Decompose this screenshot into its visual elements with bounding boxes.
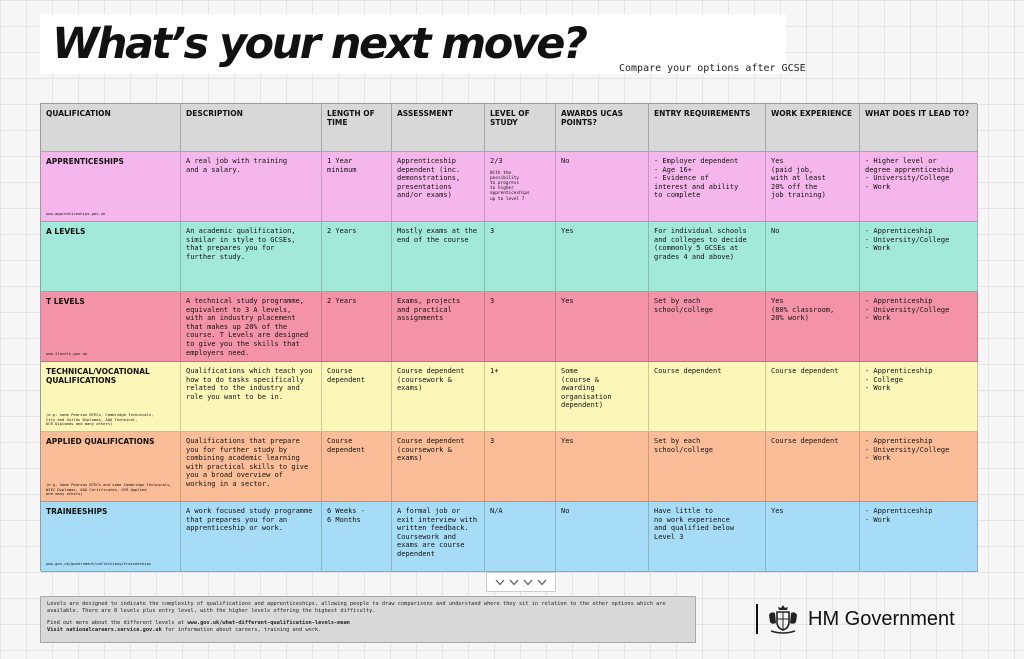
info-note [40, 596, 696, 643]
row-assessment [392, 222, 485, 292]
row-ucas [556, 502, 649, 572]
level-note: With the possibility to progress to higher apprenticeships up to level 7 [490, 170, 530, 202]
qualification-name: TECHNICAL/VOCATIONAL QUALIFICATIONS [46, 367, 150, 385]
header-assessment: ASSESSMENT [392, 104, 485, 152]
row-description [181, 292, 322, 362]
ucas-text: Yes [561, 227, 574, 235]
lead-text: - Apprenticeship - University/College - Work [865, 437, 950, 463]
row-work [766, 362, 860, 432]
row-qualification [41, 502, 181, 572]
logo-divider [756, 604, 758, 634]
row-length [322, 152, 392, 222]
row-ucas [556, 222, 649, 292]
assessment-text: Course dependent (coursework & exams) [397, 437, 465, 463]
row-level [485, 432, 556, 502]
row-length [322, 502, 392, 572]
title-banner [40, 14, 806, 74]
row-qualification [41, 362, 181, 432]
header-length: LENGTH OF TIME [322, 104, 392, 152]
row-description [181, 222, 322, 292]
info-suffix: for information about careers, training and work. [161, 626, 322, 633]
row-description [181, 502, 322, 572]
assessment-text: Exams, projects and practical assignments [397, 297, 461, 323]
work-text: Yes (paid job, with at least 20% off the job training) [771, 157, 826, 200]
lead-text: - Apprenticeship - College - Work [865, 367, 933, 393]
lead-text: - Apprenticeship - Work [865, 507, 933, 524]
ucas-text: Some (course & awarding organisation dependent) [561, 367, 612, 410]
level-text: 2/3 [490, 157, 503, 165]
assessment-text: Mostly exams at the end of the course [397, 227, 478, 244]
row-entry [649, 292, 766, 362]
description-text: A technical study programme, equivalent to 3 A levels, with an industry placement that makes up 20% of the course. T Levels are designed to give you the skills that employers need. [186, 297, 309, 357]
info-careers-line [47, 627, 689, 634]
header-qualification: QUALIFICATION [41, 104, 181, 152]
qualification-note: www.apprenticeships.gov.uk [46, 211, 106, 217]
chevron-down-icon[interactable] [495, 577, 505, 587]
work-text: No [771, 227, 780, 235]
row-qualification [41, 292, 181, 362]
row-description [181, 432, 322, 502]
description-text: Qualifications that prepare you for further study by combining academic learning with practical skills to give you a broad overview of working in a sector. [186, 437, 309, 488]
header-description: DESCRIPTION [181, 104, 322, 152]
lead-text: - Apprenticeship - University/College - Work [865, 297, 950, 323]
level-text: 3 [490, 297, 495, 305]
length-text: 2 Years [327, 297, 357, 305]
page-subtitle: Compare your options after GCSE [619, 63, 806, 74]
ucas-text: No [561, 507, 570, 515]
qualification-note: www.tlevels.gov.uk [46, 351, 88, 357]
level-text: 3 [490, 227, 495, 235]
row-entry [649, 362, 766, 432]
work-text: Course dependent [771, 437, 839, 445]
work-text: Yes [771, 507, 784, 515]
work-text: Yes (80% classroom, 20% work) [771, 297, 835, 323]
ucas-text: No [561, 157, 570, 165]
qualification-name: A LEVELS [46, 227, 86, 236]
row-lead [860, 292, 978, 362]
lead-text: - Apprenticeship - University/College - Work [865, 227, 950, 253]
levels-link[interactable]: www.gov.uk/what-different-qualification-levels-mean [187, 620, 350, 627]
page-title: What’s your next move? [52, 19, 586, 69]
qualification-name: TRAINEESHIPS [46, 507, 108, 516]
row-lead [860, 432, 978, 502]
row-entry [649, 152, 766, 222]
assessment-text: A formal job or exit interview with written feedback. Coursework and exams are course dependent [397, 507, 478, 558]
row-length [322, 292, 392, 362]
row-ucas [556, 292, 649, 362]
row-qualification [41, 152, 181, 222]
header-lead: WHAT DOES IT LEAD TO? [860, 104, 978, 152]
row-assessment [392, 292, 485, 362]
entry-text: Course dependent [654, 367, 722, 375]
chevron-down-icon[interactable] [523, 577, 533, 587]
entry-text: For individual schools and colleges to decide (commonly 5 GCSEs at grades 4 and above) [654, 227, 747, 261]
level-text: N/A [490, 507, 503, 515]
length-text: Course dependent [327, 437, 365, 454]
row-length [322, 362, 392, 432]
row-assessment [392, 502, 485, 572]
level-text: 1+ [490, 367, 499, 375]
hm-government-logo [756, 601, 955, 637]
row-description [181, 362, 322, 432]
header-entry: ENTRY REQUIREMENTS [649, 104, 766, 152]
length-text: 1 Year minimum [327, 157, 357, 174]
work-text: Course dependent [771, 367, 839, 375]
row-qualification [41, 432, 181, 502]
row-level [485, 222, 556, 292]
row-entry [649, 502, 766, 572]
hm-government-text: HM Government [808, 607, 955, 630]
header-work: WORK EXPERIENCE [766, 104, 860, 152]
careers-link[interactable]: Visit nationalcareers.service.gov.uk [47, 626, 162, 633]
header-level: LEVEL OF STUDY [485, 104, 556, 152]
entry-text: - Employer dependent - Age 16+ - Evidence of interest and ability to complete [654, 157, 739, 200]
row-length [322, 222, 392, 292]
length-text: 2 Years [327, 227, 357, 235]
description-text: An academic qualification, similar in style to GCSEs, that prepares you for further study. [186, 227, 296, 261]
qualification-note: (e.g. some Pearson BTECs, Cambridge Technicals, City and Guilds Diplomas, AQA Technical, OCR Diplomas and many others) [46, 412, 154, 427]
qualification-note: www.gov.uk/government/collections/traineeships [46, 561, 152, 567]
ucas-text: Yes [561, 297, 574, 305]
info-prefix: Find out more about the different levels at [47, 620, 188, 627]
header-ucas: AWARDS UCAS POINTS? [556, 104, 649, 152]
row-level [485, 502, 556, 572]
row-work [766, 152, 860, 222]
qualification-note: (e.g. Some Pearson BTECs and some Cambridge Technicals, WJEC Diplomas, AQA Certificates, OCR Applied and many others) [46, 482, 172, 497]
description-text: A real job with training and a salary. [186, 157, 288, 174]
ucas-text: Yes [561, 437, 574, 445]
qualification-name: APPRENTICESHIPS [46, 157, 124, 166]
entry-text: Have little to no work experience and qualified below Level 3 [654, 507, 735, 541]
level-text: 3 [490, 437, 495, 445]
chevron-down-icon[interactable] [537, 577, 547, 587]
description-text: Qualifications which teach you how to do tasks specifically related to the industry and role you want to be in. [186, 367, 313, 401]
row-work [766, 502, 860, 572]
row-level [485, 362, 556, 432]
row-ucas [556, 432, 649, 502]
row-assessment [392, 362, 485, 432]
comparison-table [40, 103, 977, 571]
info-link-line [47, 620, 689, 627]
qualification-name: APPLIED QUALIFICATIONS [46, 437, 155, 446]
entry-text: Set by each school/college [654, 437, 714, 454]
row-qualification [41, 222, 181, 292]
info-levels-text: Levels are designed to indicate the complexity of qualifications and apprenticeships, allowing people to draw comparisons and understand where they sit in relation to the other options which are available. There are 8 levels plus entry level, with the higher levels offering the highest difficulty. [47, 601, 666, 614]
qualification-name: T LEVELS [46, 297, 85, 306]
row-assessment [392, 152, 485, 222]
row-description [181, 152, 322, 222]
row-entry [649, 432, 766, 502]
row-lead [860, 152, 978, 222]
royal-crest-icon [766, 603, 800, 635]
description-text: A work focused study programme that prepares you for an apprenticeship or work. [186, 507, 313, 533]
length-text: Course dependent [327, 367, 365, 384]
length-text: 6 Weeks - 6 Months [327, 507, 365, 524]
row-ucas [556, 152, 649, 222]
row-level [485, 152, 556, 222]
row-lead [860, 502, 978, 572]
assessment-text: Apprenticeship dependent (inc. demonstrations, presentations and/or exams) [397, 157, 461, 200]
page-nav[interactable] [486, 572, 556, 592]
row-lead [860, 222, 978, 292]
row-ucas [556, 362, 649, 432]
row-work [766, 222, 860, 292]
chevron-down-icon[interactable] [509, 577, 519, 587]
row-lead [860, 362, 978, 432]
row-level [485, 292, 556, 362]
row-assessment [392, 432, 485, 502]
row-work [766, 292, 860, 362]
row-length [322, 432, 392, 502]
lead-text: - Higher level or degree apprenticeship - University/College - Work [865, 157, 954, 191]
entry-text: Set by each school/college [654, 297, 714, 314]
row-work [766, 432, 860, 502]
row-entry [649, 222, 766, 292]
assessment-text: Course dependent (coursework & exams) [397, 367, 465, 393]
